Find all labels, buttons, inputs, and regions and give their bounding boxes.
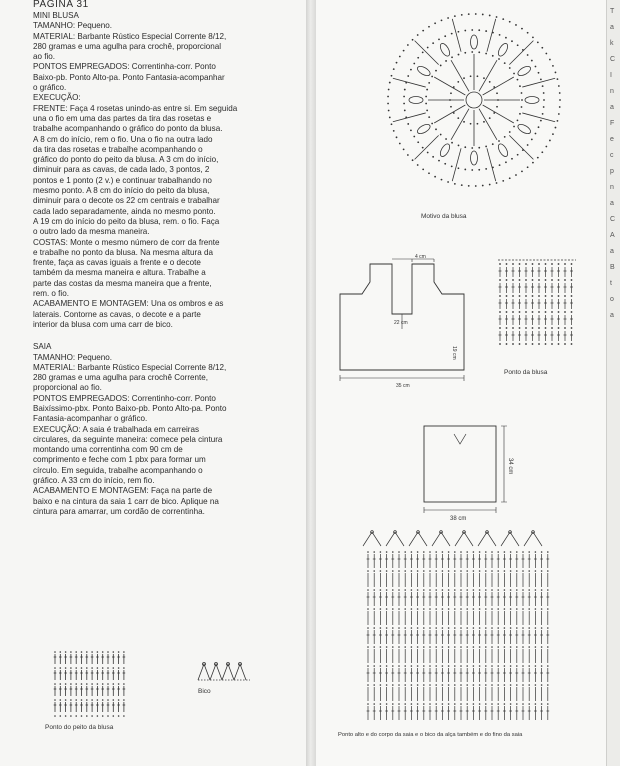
blusa-line: 280 gramas e uma agulha para crochê, proporcional xyxy=(33,41,222,51)
saia-line: Baixíssimo-pbx. Ponto Baixo-pb. Ponto Alto-pa. Ponto xyxy=(33,403,227,413)
blusa-line: frente, faça as cavas iguais a frente e o decote xyxy=(33,258,201,268)
blusa-line: una o fio em uma das partes da tira das rosetas e xyxy=(33,113,212,123)
edge-letter: C xyxy=(610,56,616,63)
blusa-line: diminuir para o decote os 22 cm centrais e trabalhar xyxy=(33,196,220,206)
left-page xyxy=(0,0,306,766)
edge-letter: T xyxy=(610,8,615,15)
blusa-title: MINI BLUSA xyxy=(33,11,79,20)
blusa-line: ao fio. xyxy=(33,52,56,62)
edge-letter: a xyxy=(610,104,614,111)
saia-line: 280 gramas e uma agulha para crochê Corrente, xyxy=(33,373,209,383)
saia-instructions xyxy=(33,353,289,518)
blusa-line: MATERIAL: Barbante Rústico Especial Corrente 8/12, xyxy=(33,31,227,41)
saia-title: SAIA xyxy=(33,342,52,352)
saia-line: comprimento e feche com 1 pbx para formar um xyxy=(33,455,206,465)
blusa-line: diminuir para as cavas, de cada lado, 3 pontos, 2 xyxy=(33,165,210,175)
caption-ponto-saia: Ponto alto e do corpo da saia e o bico da alça também e do fino da saia xyxy=(338,732,523,738)
edge-letter: a xyxy=(610,248,614,255)
blusa-line: trabalhe acompanhando o gráfico do ponto da blusa. xyxy=(33,124,223,134)
edge-letter: C xyxy=(610,216,616,223)
right-page xyxy=(316,0,606,766)
saia-line: TAMANHO: Pequeno. xyxy=(33,352,113,362)
edge-letter: B xyxy=(610,264,615,271)
blusa-line: TAMANHO: Pequeno. xyxy=(33,21,113,31)
blusa-strap-dim: 4 cm xyxy=(415,254,426,260)
edge-letter: e xyxy=(610,136,614,143)
saia-line: cintura para amarrar, um cordão de correntinha. xyxy=(33,506,205,516)
caption-ponto-peito: Ponto do peito da blusa xyxy=(45,724,114,731)
blusa-line: Baixo-pb. Ponto Alto-pa. Ponto Fantasia-acompanhar xyxy=(33,72,225,82)
saia-line: gráfico. A 33 cm do início, rem fio. xyxy=(33,476,155,486)
edge-letter: a xyxy=(610,312,614,319)
blusa-line: PONTOS EMPREGADOS: Correntinha-corr. Ponto xyxy=(33,62,216,72)
edge-letter: p xyxy=(610,168,614,175)
page-gutter xyxy=(306,0,316,766)
blusa-line: interior da blusa com uma carr de bico. xyxy=(33,319,173,329)
saia-line: montando uma correntinha com 90 cm de xyxy=(33,445,183,455)
edge-letter: t xyxy=(610,280,612,287)
blusa-line: FRENTE: Faça 4 rosetas unindo-as entre si. Em seguida xyxy=(33,103,238,113)
blusa-line: da tira das rosetas e trabalhe acompanhando o xyxy=(33,144,203,154)
chart-ponto-saia xyxy=(364,530,554,722)
chart-motivo-roseta xyxy=(384,10,564,190)
saia-line: ACABAMENTO E MONTAGEM: Faça na parte de xyxy=(33,486,213,496)
saia-line: círculo. Em seguida, trabalhe acompanhando o xyxy=(33,465,203,475)
blusa-line: rem. o fio. xyxy=(33,289,69,299)
blusa-line: e trabalhe no ponto da blusa. Na mesma altura da xyxy=(33,247,213,257)
blusa-instructions xyxy=(33,21,289,330)
edge-letter: A xyxy=(610,232,615,239)
next-page-edge xyxy=(606,0,620,766)
blusa-line: parte das costas da mesma maneira que a frente, xyxy=(33,278,212,288)
saia-line: proporcional ao fio. xyxy=(33,383,102,393)
blusa-line: cada lado separadamente, ainda no mesmo ponto. xyxy=(33,206,216,216)
saia-line: MATERIAL: Barbante Rústico Especial Corrente 8/12, xyxy=(33,362,227,372)
blusa-line: o outro lado da mesma maneira. xyxy=(33,227,150,237)
caption-motivo: Motivo da blusa xyxy=(421,213,467,220)
saia-height-dim: 34 cm xyxy=(507,458,513,475)
saia-line: EXECUÇÃO: A saia é trabalhada em carreiras xyxy=(33,424,199,434)
chart-bico xyxy=(196,660,252,682)
edge-letter: I xyxy=(610,72,612,79)
chart-ponto-blusa xyxy=(496,258,578,362)
edge-letter: F xyxy=(610,120,615,127)
blusa-line: EXECUÇÃO: xyxy=(33,93,81,103)
saia-width-dim: 38 cm xyxy=(450,516,467,522)
chart-ponto-peito xyxy=(52,648,128,718)
edge-letter: a xyxy=(610,200,614,207)
blusa-line: gráfico do ponto do peito da blusa. A 3 cm do início, xyxy=(33,155,219,165)
blusa-height-dim: 19 cm xyxy=(451,346,457,360)
saia-line: circulares, da seguinte maneira: comece pela cintura xyxy=(33,434,223,444)
edge-letter: c xyxy=(610,152,614,159)
blusa-schematic xyxy=(332,254,472,392)
edge-letter: a xyxy=(610,24,614,31)
blusa-width-dim: 35 cm xyxy=(396,383,410,389)
instructions-text xyxy=(33,0,289,517)
saia-line: PONTOS EMPREGADOS: Correntinho-corr. Ponto xyxy=(33,393,216,403)
blusa-line: também da mesma maneira e altura. Trabalhe a xyxy=(33,268,206,278)
saia-schematic xyxy=(420,420,516,524)
blusa-line: A 8 cm do início, rem o fio. Una o fio na outra lado xyxy=(33,134,213,144)
caption-ponto-blusa: Ponto da blusa xyxy=(504,369,548,376)
edge-letter: n xyxy=(610,184,614,191)
blusa-line: A 19 cm do início do peito da blusa, rem. o fio. Faça xyxy=(33,216,220,226)
caption-bico: Bico xyxy=(198,688,211,695)
edge-letter: n xyxy=(610,88,614,95)
saia-line: baixo e na cintura da saia 1 carr de bico. Aplique na xyxy=(33,496,219,506)
blusa-line: laterais. Contorne as cavas, o decote e a parte xyxy=(33,309,201,319)
blusa-line: o gráfico. xyxy=(33,83,67,93)
blusa-line: ACABAMENTO E MONTAGEM: Una os ombros e as xyxy=(33,299,224,309)
blusa-line: mesmo ponto. A 8 cm do início do peito da blusa, xyxy=(33,186,210,196)
saia-line: Fantasia-acompanhar o gráfico. xyxy=(33,414,148,424)
edge-letter: o xyxy=(610,296,614,303)
blusa-center-dim: 22 cm xyxy=(394,320,408,326)
page-header: PAGINA 31 xyxy=(33,0,89,10)
edge-letter: k xyxy=(610,40,614,47)
blusa-line: COSTAS: Monte o mesmo número de corr da frente xyxy=(33,237,220,247)
blusa-line: pontos e 1 ponto (2 v.) e continuar trabalhando no xyxy=(33,175,212,185)
